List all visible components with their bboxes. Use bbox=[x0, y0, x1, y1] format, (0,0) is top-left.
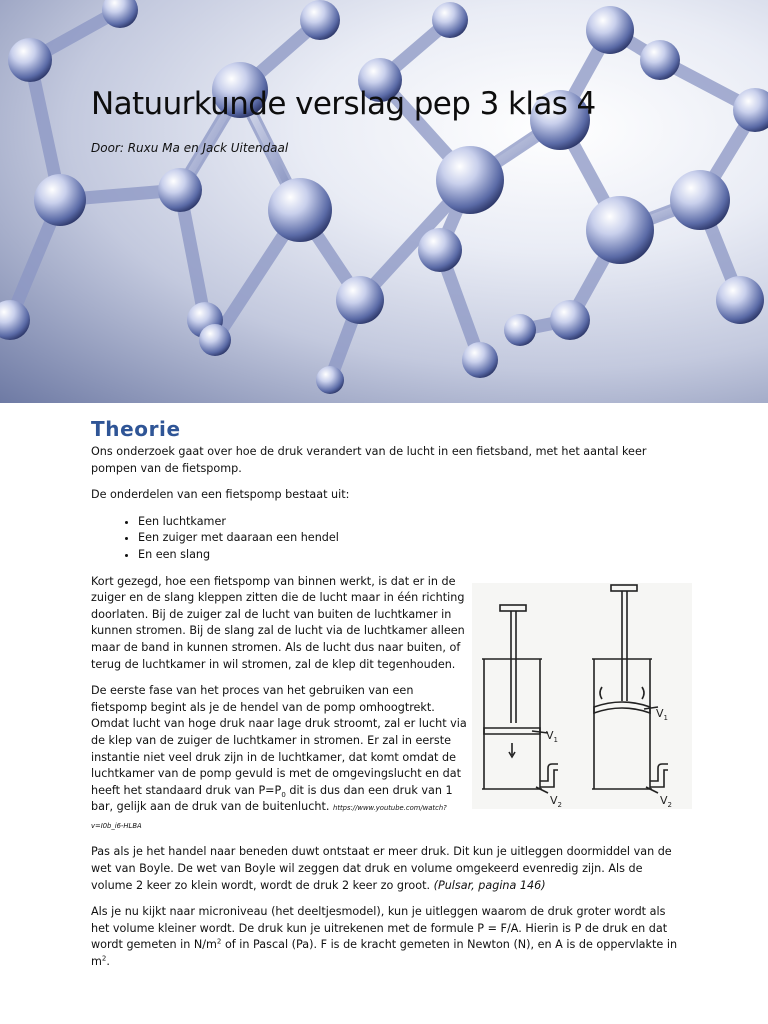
molecule-illustration bbox=[0, 0, 768, 403]
superscript-two: 2 bbox=[101, 954, 107, 963]
phase-text-a: De eerste fase van het proces van het gebruiken van een fietspomp begint als je de hendel van de pomp omhoogtrekt. Omdat lucht van hoge druk naar lage druk stroomt, zal er lucht via de klep van de zuiger de luchtkamer in stromen. Er zal in eerste instantie niet veel druk zijn in de luchtkamer, dat komt omdat de luchtkamer van de pomp gevuld is met de omgevingslucht en dat heeft het standaard druk van P=P bbox=[91, 684, 467, 797]
micro-text-b: of in Pascal (Pa). F is de kracht gemeten in Newton (N), en A is de oppervlakte in m bbox=[91, 938, 678, 969]
boyle-text: Pas als je het handel naar beneden duwt ontstaat er meer druk. Dit kun je uitleggen doormiddel van de wet van Boyle. De wet van Boyle wil zeggen dat druk en volume omgekeerd evenredig zijn. Als de volume 2 keer zo klein wordt, wordt de druk 2 keer zo groot. bbox=[91, 845, 672, 892]
left-hose bbox=[540, 764, 558, 781]
parts-list bbox=[91, 514, 681, 564]
right-handle bbox=[611, 585, 637, 591]
label-v1-left: $V_1$ bbox=[546, 729, 558, 744]
label-v2-left: $V_2$ bbox=[550, 794, 562, 809]
phase-paragraph bbox=[91, 683, 467, 834]
parts-list-item: • Een zuiger met daaraan een hendel bbox=[138, 530, 681, 547]
document-title: Natuurkunde verslag pep 3 klas 4 bbox=[91, 86, 596, 122]
parts-intro-paragraph: De onderdelen van een fietspomp bestaat uit: bbox=[91, 488, 350, 502]
right-piston bbox=[594, 702, 650, 713]
cover-image bbox=[0, 0, 768, 403]
section-heading: Theorie bbox=[91, 417, 181, 441]
subscript-zero: 0 bbox=[281, 790, 286, 799]
label-v2-right: $V_2$ bbox=[660, 794, 672, 809]
boyle-citation: (Pulsar, pagina 146) bbox=[433, 878, 546, 892]
micro-text-a: Als je nu kijkt naar microniveau (het deeltjesmodel), kun je uitleggen waarom de druk groter wordt als het volume kleiner wordt. De druk kun je uitrekenen met de formule P = F/A. Hierin is P de druk en dat wordt gemeten in N/m bbox=[91, 905, 668, 952]
micro-text-c: . bbox=[106, 955, 110, 969]
superscript-two: 2 bbox=[216, 937, 222, 946]
label-v1-right: $V_1$ bbox=[656, 707, 668, 722]
pump-diagram-drawing bbox=[472, 583, 692, 809]
pump-diagram bbox=[472, 583, 692, 809]
left-piston bbox=[484, 728, 540, 734]
parts-list-item: • En een slang bbox=[138, 547, 681, 564]
left-handle bbox=[500, 605, 526, 611]
phase-text-b: dit is dus dan een druk van 1 bar, gelijk aan de druk van de buitenlucht. bbox=[91, 783, 453, 814]
boyle-paragraph bbox=[91, 844, 681, 894]
pump-inner-paragraph: Kort gezegd, hoe een fietspomp van binnen werkt, is dat er in de zuiger en de slang kleppen zitten die de lucht maar in één richting doorlaten. Bij de zuiger zal de lucht van buiten de luchtkamer in kunnen stromen. Bij de slang zal de lucht via de luchtkamer alleen maar de band in kunnen stromen. Als de lucht dus naar buiten, of terug de luchtkamer in wil stromen, zal de klep dit tegenhouden. bbox=[91, 574, 465, 671]
micro-paragraph bbox=[91, 904, 681, 970]
source-link[interactable]: https://www.youtube.com/watch?v=I0b_i6-HLBA bbox=[91, 804, 447, 830]
intro-paragraph: Ons onderzoek gaat over hoe de druk verandert van de lucht in een fietsband, met het aantal keer pompen van de fietspomp. bbox=[91, 445, 647, 475]
right-hose bbox=[650, 764, 668, 781]
document-authors: Door: Ruxu Ma en Jack Uitendaal bbox=[91, 141, 289, 155]
parts-list-item: • Een luchtkamer bbox=[138, 514, 681, 531]
